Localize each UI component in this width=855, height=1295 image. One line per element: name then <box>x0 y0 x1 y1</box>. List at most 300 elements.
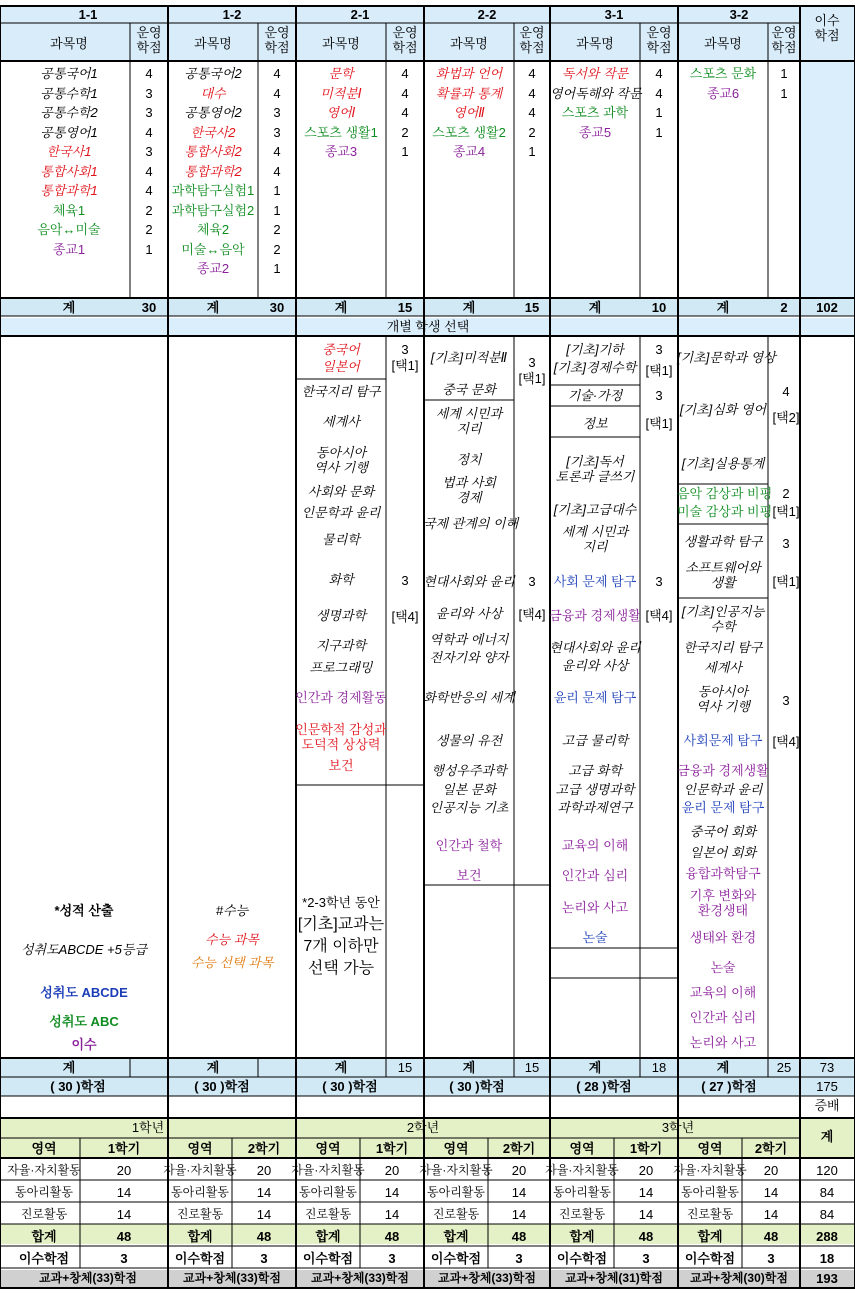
elective-subject: 음악 감상과 비평 <box>677 486 773 501</box>
elective-subject: 기후 변화와 환경생태 <box>689 888 757 918</box>
subject-name: 한국사1 <box>46 144 92 159</box>
sum-value: 30 <box>269 300 285 315</box>
elective-subject: 화학 <box>328 572 354 587</box>
total-header: 계 <box>820 1129 834 1144</box>
elective-subject: 교육의 이해 <box>561 838 629 853</box>
semester-total: ( 30 )학점 <box>322 1079 378 1094</box>
activity-label: 이수학점 <box>684 1251 736 1266</box>
footer-total: 교과+창체(30)학점 <box>690 1271 788 1285</box>
elective-choice: [택1] <box>645 363 673 378</box>
subject-name: 화법과 언어 <box>435 66 503 81</box>
subject-name: 음악↔미술 <box>37 222 101 237</box>
activity-value: 14 <box>511 1207 527 1222</box>
semester-header: 2학기 <box>502 1141 536 1156</box>
footer-total: 교과+창체(33)학점 <box>438 1271 536 1285</box>
elective-credit: 3 <box>528 574 536 589</box>
elective-subject: [기초]고급대수 <box>553 502 637 517</box>
area-header: 영역 <box>697 1141 723 1156</box>
year-header: 3학년 <box>661 1120 695 1135</box>
activity-value: 48 <box>638 1229 654 1244</box>
footer-total: 교과+창체(33)학점 <box>183 1271 281 1285</box>
elective-subject: 물리학 <box>322 532 360 547</box>
subject-name: 공통수학1 <box>40 85 98 101</box>
subject-col-header: 과목명 <box>322 36 360 51</box>
legend-item: #수능 <box>215 903 249 918</box>
elective-subject: 한국지리 탐구 <box>301 384 381 399</box>
activity-value: 20 <box>763 1163 779 1178</box>
subject-credit: 1 <box>655 105 663 120</box>
subject-credit: 4 <box>655 66 663 81</box>
elective-subject: 고급 화학 <box>568 763 622 778</box>
area-header: 영역 <box>443 1141 469 1156</box>
subject-credit: 2 <box>273 241 281 257</box>
elective-subject: 논술 <box>582 930 608 945</box>
subject-credit: 2 <box>145 202 153 218</box>
elective-subject: 보건 <box>456 868 482 883</box>
semester-header: 3-2 <box>729 7 749 22</box>
activity-value: 14 <box>638 1207 654 1222</box>
elective-subject: 생물의 유전 <box>435 733 503 748</box>
subject-name: 스포츠 생활2 <box>432 124 506 140</box>
sum-label: 계 <box>206 300 220 315</box>
activity-value: 14 <box>116 1207 132 1222</box>
elective-subject: 융합과학탐구 <box>685 866 761 881</box>
subject-name: 공통영어1 <box>40 124 98 140</box>
semester-header: 1학기 <box>375 1141 409 1156</box>
elective-subject: [기초]문학과 영상 <box>677 350 776 365</box>
elective-choice: [택1] <box>391 358 419 373</box>
activity-label: 진로활동 <box>558 1207 606 1221</box>
activity-value: 20 <box>384 1163 400 1178</box>
elective-choice: [택1] <box>772 574 800 589</box>
elective-choice: [택4] <box>391 609 419 624</box>
sum-label: 계 <box>462 300 476 315</box>
subject-name: 통합사회1 <box>40 163 98 179</box>
subject-credit: 1 <box>273 202 281 218</box>
footer-total: 교과+창체(31)학점 <box>565 1271 663 1285</box>
subject-credit: 2 <box>401 124 409 140</box>
subject-col-header: 과목명 <box>194 36 232 51</box>
sum-value: 15 <box>397 1060 413 1075</box>
subject-name: 확률과 통계 <box>435 85 503 101</box>
footer-total: 교과+창체(33)학점 <box>311 1271 409 1285</box>
note-line: 선택 가능 <box>307 960 375 977</box>
subject-credit: 4 <box>401 85 409 101</box>
subject-name: 공통수학2 <box>40 105 98 120</box>
subject-credit: 1 <box>528 144 536 159</box>
subject-credit: 4 <box>145 66 153 81</box>
activity-label: 동아리활동 <box>681 1185 739 1199</box>
subject-credit: 4 <box>273 144 281 159</box>
elective-subject: 논술 <box>710 960 736 975</box>
elective-choice: [택1] <box>772 504 800 519</box>
activity-label: 진로활동 <box>20 1207 68 1221</box>
subject-name: 영어Ⅱ <box>453 105 485 120</box>
elective-subject: [기초]기하 <box>566 342 624 357</box>
subject-credit: 3 <box>273 105 281 120</box>
activity-value: 14 <box>384 1207 400 1222</box>
elective-subject: 보건 <box>328 758 354 773</box>
subject-name: 종교5 <box>578 124 612 140</box>
activity-value: 14 <box>511 1185 527 1200</box>
activity-label: 진로활동 <box>432 1207 480 1221</box>
activity-label: 자율·자치활동 <box>673 1163 747 1177</box>
activity-label: 합계 <box>315 1229 341 1244</box>
subject-credit: 4 <box>401 66 409 81</box>
subject-credit: 4 <box>528 105 536 120</box>
elective-subject: 생태와 환경 <box>689 930 757 945</box>
subject-name: 스포츠 과학 <box>561 105 629 120</box>
elective-subject: 생명과학 <box>315 608 367 623</box>
elective-subject: [기초]실용통계 <box>681 456 765 471</box>
elective-subject: 세계사 <box>322 414 360 429</box>
subject-name: 대수 <box>200 85 226 101</box>
elective-subject: [기초]독서 토론과 글쓰기 <box>555 454 635 484</box>
subject-credit: 1 <box>780 85 788 101</box>
semester-header: 2-1 <box>350 7 370 22</box>
semester-header: 3-1 <box>604 7 624 22</box>
elective-subject: 인간과 심리 <box>689 1010 757 1025</box>
subject-col-header: 과목명 <box>704 36 742 51</box>
semester-total: ( 27 )학점 <box>701 1079 757 1094</box>
credit-col-header: 운영 학점 <box>771 25 797 55</box>
activity-label: 합계 <box>697 1229 723 1244</box>
activity-label: 동아리활동 <box>299 1185 357 1199</box>
activity-value: 48 <box>384 1229 400 1244</box>
elective-subject: 윤리 문제 탐구 <box>553 690 637 705</box>
subject-credit: 4 <box>145 124 153 140</box>
subject-credit: 4 <box>273 163 281 179</box>
elective-subject: 동아시아 역사 기행 <box>696 684 750 714</box>
semester-total: ( 30 )학점 <box>50 1079 106 1094</box>
sum-value: 15 <box>524 300 540 315</box>
activity-label: 합계 <box>31 1229 57 1244</box>
elective-subject: 사회와 문화 <box>307 484 375 499</box>
activity-label: 동아리활동 <box>15 1185 73 1199</box>
sum-label: 계 <box>334 1060 348 1075</box>
sum-value: 15 <box>397 300 413 315</box>
credit-col-header: 운영 학점 <box>392 25 418 55</box>
activity-label: 진로활동 <box>686 1207 734 1221</box>
elective-subject: 역학과 에너지 <box>429 632 509 647</box>
elective-credit: 3 <box>401 573 409 588</box>
elective-choice: [택4] <box>518 607 546 622</box>
sum-value: 18 <box>651 1060 667 1075</box>
activity-value: 48 <box>116 1229 132 1244</box>
elective-subject: 세계사 <box>704 660 742 675</box>
subject-name: 미적분Ⅰ <box>320 85 362 101</box>
subject-name: 통합사회2 <box>184 144 242 159</box>
elective-subject: 국제 관계의 이해 <box>423 516 519 531</box>
elective-subject: 인간과 경제활동 <box>295 690 387 705</box>
elective-subject: 전자기와 양자 <box>429 650 509 665</box>
sum-value: 15 <box>524 1060 540 1075</box>
subject-credit: 1 <box>401 144 409 159</box>
activity-value: 14 <box>638 1185 654 1200</box>
semester-header: 2학기 <box>754 1141 788 1156</box>
subject-name: 문학 <box>328 66 354 81</box>
subject-col-header: 과목명 <box>50 36 88 51</box>
semester-header: 2학기 <box>247 1141 281 1156</box>
elective-credit: 3 <box>528 355 536 370</box>
elective-subject: 일본어 회화 <box>689 845 757 860</box>
subject-name: 체육1 <box>52 202 86 218</box>
elective-subject: 중국 문화 <box>442 382 496 397</box>
subject-credit: 3 <box>145 144 153 159</box>
subject-credit: 2 <box>528 124 536 140</box>
activity-label: 이수학점 <box>302 1251 354 1266</box>
semester-header: 1학기 <box>629 1141 663 1156</box>
activity-value: 3 <box>642 1251 650 1266</box>
sum-label: 계 <box>462 1060 476 1075</box>
activity-label: 자율·자치활동 <box>163 1163 237 1177</box>
subject-credit: 3 <box>145 105 153 120</box>
semester-total: ( 28 )학점 <box>576 1079 632 1094</box>
legend-item: *성적 산출 <box>54 903 114 918</box>
elective-subject: 인문학적 감성과 도덕적 상상력 <box>295 722 387 752</box>
year-header: 2학년 <box>406 1120 440 1135</box>
legend-item: 수능 선택 과목 <box>190 955 274 970</box>
elective-credit: 3 <box>782 536 790 551</box>
elective-subject: 정보 <box>582 416 608 431</box>
activity-value: 14 <box>763 1185 779 1200</box>
activity-value: 20 <box>638 1163 654 1178</box>
subject-name: 통합과학2 <box>184 163 242 179</box>
elective-credit: 4 <box>782 384 790 399</box>
elective-credit: 3 <box>655 388 663 403</box>
legend-item: 성취도 ABCDE <box>40 985 128 1000</box>
note-line: 7개 이하만 <box>303 938 379 955</box>
increase-label: 증배 <box>814 1098 840 1113</box>
activity-label: 이수학점 <box>556 1251 608 1266</box>
elective-choice: [택1] <box>518 371 546 386</box>
elective-choice: [택1] <box>645 416 673 431</box>
semester-header: 2-2 <box>477 7 497 22</box>
subject-col-header: 과목명 <box>576 36 614 51</box>
elective-subject: 한국지리 탐구 <box>683 640 763 655</box>
sum-value: 10 <box>651 300 667 315</box>
subject-name: 한국사2 <box>190 124 236 140</box>
subject-name: 영어독해와 작문 <box>550 85 642 101</box>
elective-subject: 프로그래밍 <box>309 660 373 675</box>
subject-credit: 4 <box>655 85 663 101</box>
subject-name: 과학탐구실험2 <box>171 202 255 218</box>
elective-subject: [기초]미적분Ⅱ <box>430 350 508 365</box>
sum-label: 계 <box>62 300 76 315</box>
subject-credit: 1 <box>145 241 153 257</box>
elective-subject: 현대사회와 윤리 <box>423 574 515 589</box>
subject-credit: 4 <box>145 163 153 179</box>
sum-value: 30 <box>141 300 157 315</box>
subject-name: 스포츠 문화 <box>689 66 757 81</box>
elective-subject: 고급 물리학 <box>561 733 629 748</box>
elective-subject: 일본어 <box>322 359 360 374</box>
elective-subject: 세계 시민과 지리 <box>561 524 629 554</box>
area-header: 영역 <box>315 1141 341 1156</box>
subject-name: 미술↔음악 <box>181 241 245 257</box>
activity-label: 자율·자치활동 <box>7 1163 81 1177</box>
elective-subject: 인간과 심리 <box>561 868 629 883</box>
activity-label: 동아리활동 <box>171 1185 229 1199</box>
activity-value: 3 <box>120 1251 128 1266</box>
credit-col-header: 운영 학점 <box>646 25 672 55</box>
footer-grand-total: 193 <box>816 1271 838 1286</box>
activity-label: 자율·자치활동 <box>291 1163 365 1177</box>
subject-credit: 4 <box>528 85 536 101</box>
activity-label: 동아리활동 <box>553 1185 611 1199</box>
elective-subject: 윤리와 사상 <box>435 606 503 621</box>
area-header: 영역 <box>31 1141 57 1156</box>
subject-name: 스포츠 생활1 <box>304 124 378 140</box>
activity-label: 자율·자치활동 <box>545 1163 619 1177</box>
elective-subject: [기초]인공지능 수학 <box>681 604 765 634</box>
activity-total: 288 <box>816 1229 838 1244</box>
subject-name: 과학탐구실험1 <box>171 183 255 198</box>
activity-value: 14 <box>763 1207 779 1222</box>
sum-label: 계 <box>206 1060 220 1075</box>
activity-value: 3 <box>515 1251 523 1266</box>
subject-credit: 1 <box>273 183 281 198</box>
area-header: 영역 <box>187 1141 213 1156</box>
elective-subject: 행성우주과학 <box>431 763 507 778</box>
total-credit: 102 <box>816 300 838 315</box>
elective-subject: 지구과학 <box>315 638 367 653</box>
activity-label: 동아리활동 <box>427 1185 485 1199</box>
elective-credit: 3 <box>782 693 790 708</box>
elective-subject: 일본 문화 <box>442 782 496 797</box>
elective-subject: 인문학과 윤리 <box>683 782 763 797</box>
subject-name: 종교1 <box>52 241 86 257</box>
subject-credit: 1 <box>780 66 788 81</box>
note-line: [기초]교과는 <box>297 916 385 933</box>
subject-credit: 4 <box>273 85 281 101</box>
subject-name: 공통국어2 <box>184 66 242 81</box>
activity-value: 14 <box>384 1185 400 1200</box>
elective-subject: 법과 사회 경제 <box>442 475 496 505</box>
elective-subject: 동아시아 역사 기행 <box>314 445 368 475</box>
subject-name: 통합과학1 <box>40 183 98 198</box>
activity-value: 3 <box>767 1251 775 1266</box>
total-credit: 175 <box>816 1079 838 1094</box>
credit-col-header: 운영 학점 <box>136 25 162 55</box>
legend-item: 이수 <box>71 1037 97 1052</box>
footer-total: 교과+창체(33)학점 <box>39 1271 137 1285</box>
area-header: 영역 <box>569 1141 595 1156</box>
elective-subject: 윤리 문제 탐구 <box>681 800 765 815</box>
activity-total: 84 <box>819 1185 835 1200</box>
activity-value: 14 <box>256 1207 272 1222</box>
activity-value: 48 <box>256 1229 272 1244</box>
activity-label: 합계 <box>187 1229 213 1244</box>
elective-subject: 윤리와 사상 <box>561 658 629 673</box>
legend-item: 수능 과목 <box>205 932 259 947</box>
elective-subject: 교육의 이해 <box>689 985 757 1000</box>
semester-total: ( 30 )학점 <box>449 1079 505 1094</box>
credit-col-header: 운영 학점 <box>264 25 290 55</box>
subject-name: 공통국어1 <box>40 66 98 81</box>
subject-credit: 3 <box>145 85 153 101</box>
subject-credit: 2 <box>145 222 153 237</box>
activity-label: 이수학점 <box>174 1251 226 1266</box>
elective-subject: 기술·가정 <box>567 388 623 403</box>
activity-label: 진로활동 <box>176 1207 224 1221</box>
elective-credit: 3 <box>655 574 663 589</box>
elective-subject: 인공지능 기초 <box>429 800 509 815</box>
elective-choice: [택4] <box>772 734 800 749</box>
total-credit: 73 <box>819 1060 835 1075</box>
elective-subject: 미술 감상과 비평 <box>677 504 773 519</box>
subject-name: 체육2 <box>196 222 230 237</box>
activity-label: 이수학점 <box>18 1251 70 1266</box>
year-header: 1학년 <box>131 1120 165 1135</box>
total-credit-header: 이수 학점 <box>814 13 840 43</box>
semester-total: ( 30 )학점 <box>194 1079 250 1094</box>
sum-label: 계 <box>588 300 602 315</box>
activity-label: 자율·자치활동 <box>419 1163 493 1177</box>
activity-value: 3 <box>388 1251 396 1266</box>
legend-item: 성취도ABCDE +5등급 <box>20 942 147 957</box>
legend-item: 성취도 ABC <box>49 1014 119 1029</box>
elective-subject: 과학과제연구 <box>557 800 633 815</box>
activity-label: 합계 <box>569 1229 595 1244</box>
activity-total: 18 <box>819 1251 835 1266</box>
elective-subject: 소프트웨어와 생활 <box>685 560 761 590</box>
subject-col-header: 과목명 <box>450 36 488 51</box>
elective-credit: 3 <box>655 342 663 357</box>
elective-credit: 3 <box>401 342 409 357</box>
activity-value: 14 <box>116 1185 132 1200</box>
subject-name: 독서와 작문 <box>561 66 629 81</box>
activity-value: 48 <box>511 1229 527 1244</box>
subject-credit: 2 <box>273 222 281 237</box>
elective-credit: 2 <box>782 486 790 501</box>
elective-subject: 논리와 사고 <box>561 900 629 915</box>
subject-name: 종교6 <box>706 85 740 101</box>
elective-subject: 금융과 경제생활 <box>677 763 769 778</box>
semester-header: 1-1 <box>78 7 98 22</box>
sum-label: 계 <box>62 1060 76 1075</box>
activity-total: 120 <box>816 1163 838 1178</box>
subject-credit: 1 <box>655 124 663 140</box>
subject-credit: 1 <box>273 261 281 276</box>
sum-label: 계 <box>716 300 730 315</box>
sum-label: 계 <box>588 1060 602 1075</box>
elective-subject: 세계 시민과 지리 <box>435 406 503 436</box>
note-line: *2-3학년 동안 <box>302 895 380 910</box>
subject-name: 종교4 <box>452 144 486 159</box>
elective-subject: 화학반응의 세계 <box>423 690 515 705</box>
activity-value: 3 <box>260 1251 268 1266</box>
elective-subject: 고급 생명과학 <box>555 782 635 797</box>
sum-label: 계 <box>334 300 348 315</box>
elective-choice: [택2] <box>772 410 800 425</box>
sum-label: 계 <box>716 1060 730 1075</box>
elective-band: 개별 학생 선택 <box>386 319 470 334</box>
subject-name: 영어Ⅰ <box>326 105 356 120</box>
elective-subject: 현대사회와 윤리 <box>549 640 641 655</box>
semester-header: 1학기 <box>107 1141 141 1156</box>
elective-subject: 생활과학 탐구 <box>683 534 763 549</box>
subject-credit: 3 <box>273 124 281 140</box>
elective-subject: 정치 <box>456 452 482 467</box>
sum-value: 25 <box>776 1060 792 1075</box>
subject-credit: 4 <box>528 66 536 81</box>
credit-col-header: 운영 학점 <box>519 25 545 55</box>
subject-name: 공통영어2 <box>184 105 242 120</box>
elective-subject: 사회 문제 탐구 <box>553 574 637 589</box>
activity-total: 84 <box>819 1207 835 1222</box>
elective-choice: [택4] <box>645 608 673 623</box>
